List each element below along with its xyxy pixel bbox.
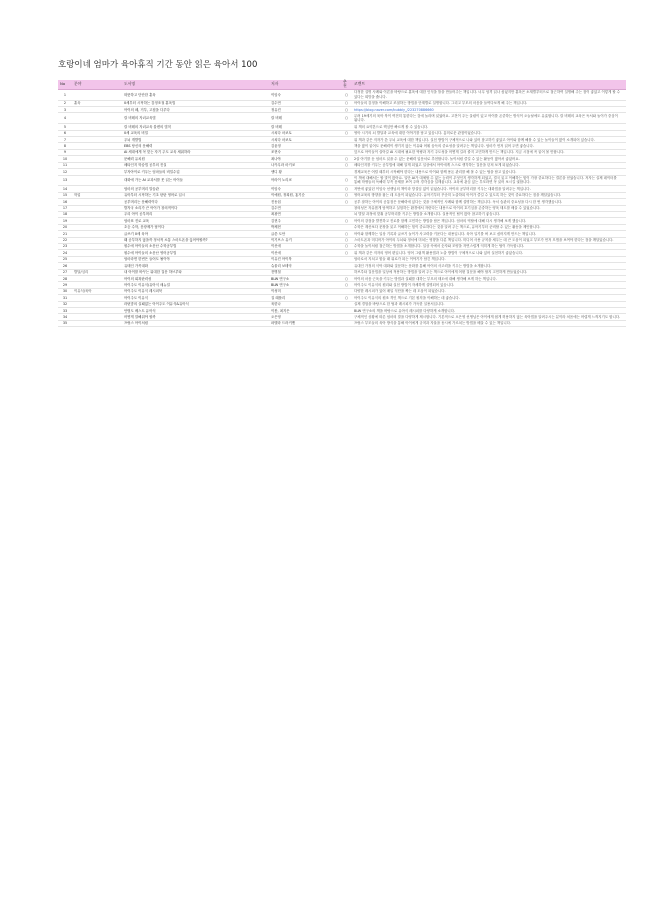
- row-number: 8: [58, 143, 72, 149]
- book-title: 안범도 베스트 유아식: [122, 308, 269, 314]
- table-body: [58, 89, 626, 326]
- row-number: 14: [58, 186, 72, 192]
- book-comment: 아이의 마음 근육을 키우는 방법과 실패를 대하는 부모의 태도에 대해 생각해 보게 하는 책입니다.: [352, 276, 626, 282]
- header-title: 도서명: [122, 80, 269, 89]
- book-comment: 위 책과 같은 저자가 쓴 우뇌 교육에 대한 책입니다. 실천 방법이 구체적으로 나와 있어 참고하기 좋았고 아이와 함께 해볼 수 있는 놀이들이 많이 소개되어 있습니다.: [352, 137, 626, 143]
- book-author: 최나야: [269, 156, 341, 162]
- header-comment: 코멘트: [352, 80, 626, 89]
- row-number: 25: [58, 256, 72, 262]
- row-number: 22: [58, 237, 72, 243]
- book-table: [58, 80, 626, 327]
- row-number: 26: [58, 263, 72, 269]
- book-author: BLW 연구소: [269, 276, 341, 282]
- book-title: 부자아이로 키우는 엄마들의 비밀수업: [122, 169, 269, 175]
- book-comment: 앞으로 아이들이 살아갈 AI 시대에 필요한 역량과 자기 주도성을 어떻게 길러 줄지 고민하게 만드는 책입니다. 지금 시점에 꼭 읽어 볼 만합니다.: [352, 149, 626, 155]
- book-comment: 유대인 가정의 식탁 대화와 질문하는 문화를 통해 아이의 사고력을 키우는 방법을 소개합니다.: [352, 263, 626, 269]
- book-title: 문해력 유치원: [122, 156, 269, 162]
- book-title: 엄마라면 한번은 들어도 될이야: [122, 256, 269, 262]
- book-comment: 공부 잘하는 아이의 공통점은 문해력에 있다는 것을 구체적인 사례와 함께 설명하는 책입니다. 독서 습관의 중요성을 다시 한 번 생각했습니다.: [352, 199, 626, 205]
- recommend-mark: ○: [341, 113, 352, 124]
- book-author: 정유진: [269, 107, 341, 113]
- book-comment: 아이들의 감정을 이해하고 조절하는 방법을 단계별로 설명합니다. 그리고 부모의 마음을 들여다보게 해 주는 책입니다.: [352, 100, 626, 106]
- comment-link[interactable]: https://blog.naver.com/bubbly_/223270886660: [354, 107, 434, 112]
- recommend-mark: ○: [341, 218, 352, 224]
- book-comment: 실제 경험을 바탕으로 한 팁과 레시피가 가득한 실용서입니다.: [352, 301, 626, 307]
- recommend-mark: ○: [341, 199, 352, 205]
- row-number: 10: [58, 156, 72, 162]
- book-author: 김수연: [269, 205, 341, 211]
- book-title: AI 세대에게 꼭 맞는 자기 주도 교육 세워하라: [122, 149, 269, 155]
- header-row: [58, 80, 626, 89]
- book-author: 오은영: [269, 314, 341, 320]
- book-comment: BLW 연구소의 책을 바탕으로 유아식 레시피를 다양하게 소개합니다.: [352, 308, 626, 314]
- row-number: 23: [58, 243, 72, 249]
- book-title: 아이주도 이유식/유아식 매뉴얼: [122, 282, 269, 288]
- book-comment: 창의성은 자유롭게 탐색하고 실험하는 환경에서 자란다는 내용으로 아이의 호기심을 존중하는 양육 태도를 배울 수 있었습니다.: [352, 205, 626, 211]
- row-number: 33: [58, 308, 72, 314]
- book-comment: 책을 많이 읽어도 문해력이 생기지 않는 이유와 어휘 습득의 중요성을 알려주는 책입니다. 엄마가 먼저 읽어 두면 좋습니다.: [352, 143, 626, 149]
- book-author: 이봉, 최지은: [269, 308, 341, 314]
- book-author: 조현숙: [269, 149, 341, 155]
- book-author: 이예원, 정희원, 홍기순: [269, 192, 341, 198]
- book-author: 파멜라 드러커맨: [269, 320, 341, 326]
- row-category: [72, 89, 122, 100]
- book-title: 아이주도 이유식 레시피북: [122, 288, 269, 294]
- book-title: 엄마의 공부머리 말습관: [122, 186, 269, 192]
- book-title: 따뜻하고 단단한 훈육: [122, 89, 269, 100]
- book-author: 이성미: [269, 288, 341, 294]
- book-title: 아이의 회복탄력성: [122, 276, 269, 282]
- row-number: 4: [58, 113, 72, 124]
- recommend-mark: ○: [341, 237, 352, 243]
- book-author: 시치다 마코토: [269, 130, 341, 136]
- book-title: 아이의 떼, 거부, 고집을 다루다: [122, 107, 269, 113]
- row-category: [72, 175, 122, 186]
- book-author: 육한나: [269, 301, 341, 307]
- book-title: 발자국 소리가 큰 아이가 창의적이다: [122, 205, 269, 211]
- book-author: 박제현: [269, 224, 341, 230]
- row-number: 28: [58, 276, 72, 282]
- header-no: No: [58, 80, 72, 89]
- recommend-mark: ○: [341, 89, 352, 100]
- table-row: [58, 320, 626, 326]
- book-comment: 엄마로서 지치고 힘들 때 위로가 되는 이야기가 담긴 책입니다.: [352, 256, 626, 262]
- row-number: 29: [58, 282, 72, 288]
- book-title: 왜 공부하지 않을까 정서적 소통 스마트폰을 끊어야할까?: [122, 237, 269, 243]
- book-comment: 스마트폰과 미디어가 아이의 두뇌와 정서에 미치는 영향을 다룬 책입니다. 미디어 사용 규칙을 세우는 데 큰 도움이 되었고 부모가 먼저 모범을 보여야 한다는 점을 깨달았습니다.: [352, 237, 626, 243]
- book-title: 프랑스 아이처럼: [122, 320, 269, 326]
- book-comment: 다양한 레시피가 있어 매일 식단을 짜는 데 도움이 되었습니다.: [352, 288, 626, 294]
- book-title: 유태인 가족대화: [122, 263, 269, 269]
- book-comment: 아이주도 이유식의 원리와 실천 방법이 자세하게 설명되어 있습니다.: [352, 282, 626, 288]
- book-comment: 무려 19세기의 육아 북이 여전히 통한다는 것에 놀라며 읽었어요. 고전이 주는 울림이 있고 아이를 존중하는 방식이 오늘날에도 유효합니다. 칼 비테의 교육은 독서와 놀이가 중심이 됩니다.: [352, 113, 626, 124]
- book-title: 아이주도 이유식: [122, 295, 269, 301]
- row-number: 15: [58, 192, 72, 198]
- header-category: 분야: [72, 80, 122, 89]
- book-author: 김현주: [269, 218, 341, 224]
- row-number: 17: [58, 205, 72, 211]
- row-number: 7: [58, 137, 72, 143]
- book-author: 이임숙: [269, 186, 341, 192]
- book-title: 엄마표 진로 교육: [122, 218, 269, 224]
- row-number: 21: [58, 231, 72, 237]
- header-recommend: 추천: [341, 80, 352, 89]
- book-author: 이신애: [269, 250, 341, 256]
- book-comment: 수학을 놀이처럼 접근하는 방법을 소개합니다. 일상 속에서 숫자와 모양을 자연스럽게 익히게 하는 팁이 가득합니다.: [352, 243, 626, 249]
- book-title: 0세부터 시작하는 감정조절 훈육법: [122, 100, 269, 106]
- book-comment: 다정한 설명 사례와 이론을 바탕으로 훈육에 대한 인식을 틀을 만들어주는 책입니다. 너무 엄격 읽나 싶었지만 훈육은 소재별부터으로 접근하여 설명해 주는 점이 좋았고 이렇게 할 수 있다는 희망을 줍니다.: [352, 89, 626, 100]
- recommend-mark: ○: [341, 175, 352, 186]
- book-title: 칼 비테의 자녀교육법: [122, 113, 269, 124]
- book-comment: 뇌 발달 과정에 맞춰 공부머리를 키우는 방법을 소개합니다. 실용적인 팁이 많아 참고하기 좋습니다.: [352, 211, 626, 217]
- book-title: 칼 비테의 자녀교육 불변의 법칙: [122, 124, 269, 130]
- row-number: 11: [58, 162, 72, 168]
- book-author: 아라이 노리코: [269, 175, 341, 186]
- row-number: 12: [58, 169, 72, 175]
- book-comment: 메타인지를 키우는 공부법에 대해 알게 되었고 일상에서 아이에게 스스로 생각하는 질문을 던져 보게 되었습니다.: [352, 162, 626, 168]
- book-author: 이신애: [269, 243, 341, 249]
- book-comment: 아이와 함께하는 일상 기록과 글쓰기 놀이가 사고력을 키운다는 내용입니다. 육아 일기를 써 보고 싶어지게 만드는 책입니다.: [352, 231, 626, 237]
- header-author: 저자: [269, 80, 341, 89]
- book-author: 슈물리 보테악: [269, 263, 341, 269]
- recommend-mark: ○: [341, 107, 352, 113]
- book-comment: 저번에 좋았던 이임숙 선생님의 책이라 망설임 없이 읽었습니다. 아이의 공부머리를 키우는 대화법을 알려주는 책입니다.: [352, 186, 626, 192]
- book-author: 이임숙: [269, 89, 341, 100]
- book-title: 우뇌 개발법: [122, 137, 269, 143]
- book-comment: 아이주도 이유식의 원조 격인 책으로 기본 원칙을 이해하는 데 좋습니다.: [352, 295, 626, 301]
- book-author: 이기브스 유키: [269, 237, 341, 243]
- recommend-mark: ○: [341, 295, 352, 301]
- book-comment: 위 책과 같은 저자의 영어 편입니다. 영어 그림책 활용법과 노출 방법이 구체적으로 나와 있어 실천하기 좋았습니다.: [352, 250, 626, 256]
- book-title: 대화에 가는 AI 교과서를 못 읽는 아이들: [122, 175, 269, 186]
- book-comment: 경제교육은 어릴 때부터 시작해야 한다는 내용으로 아이와 함께 용돈 관리를 해 볼 수 있는 팁을 담고 있습니다.: [352, 169, 626, 175]
- table-row: [58, 175, 626, 186]
- row-number: 30: [58, 288, 72, 294]
- book-author: BLW 연구소: [269, 282, 341, 288]
- book-author: 김윤정: [269, 143, 341, 149]
- recommend-mark: ○: [341, 243, 352, 249]
- row-number: 2: [58, 100, 72, 106]
- recommend-mark: ○: [341, 192, 352, 198]
- book-author: 진동섭: [269, 199, 341, 205]
- table-row: [58, 113, 626, 124]
- row-category: [72, 320, 122, 326]
- recommend-mark: ○: [341, 282, 352, 288]
- row-number: 5: [58, 124, 72, 130]
- row-number: 1: [58, 89, 72, 100]
- book-comment: 위 책의 요약본으로 핵심만 빠르게 볼 수 있습니다.: [352, 124, 626, 130]
- recommend-mark: ○: [341, 231, 352, 237]
- recommend-mark: [341, 320, 352, 326]
- row-number: 6: [58, 130, 72, 136]
- book-author: 칼 비테: [269, 113, 341, 124]
- book-comment: 하브루타 질문법을 일상에 적용하는 방법을 알려 주는 책으로 아이에게 어떤 질문을 해야 할지 고민하게 만들었습니다.: [352, 269, 626, 275]
- book-author: 나카무라 마키코: [269, 162, 341, 168]
- book-comment: 영어교육의 방향을 잡는 데 도움이 되었습니다. 유아기부터 꾸준히 노출하되 아이가 즐길 수 있도록 하는 것이 중요하다는 점을 깨달았습니다.: [352, 192, 626, 198]
- row-number: 32: [58, 301, 72, 307]
- book-title: 원수에 아이들의 소문난 영어공부법: [122, 250, 269, 256]
- book-author: 질 래플리: [269, 295, 341, 301]
- book-title: 원수에 아이들의 소문난 수학공부법: [122, 243, 269, 249]
- row-number: 24: [58, 250, 72, 256]
- row-category: [72, 113, 122, 124]
- book-comment: 이 책에 대해서는 할 말이 많아요. 일단 AI가 대체할 수 없는 능력이 무엇인지 생각하게 되었고, 결국 읽고 이해하는 힘이 가장 중요하다는 결론을 얻었습니다. 저자는 실제 데이터를 통해 학생들의 독해력 부족 문제를 보여 주며 경각심을 일깨웁니다. 교육에 관심 있는 부모라면 꼭 읽어 보시길 권합니다.: [352, 175, 626, 186]
- book-author: 김수연: [269, 100, 341, 106]
- book-comment: 아이의 강점을 발견하고 진로를 함께 고민하는 방법을 담은 책입니다. 엄마의 역할에 대해 다시 생각해 보게 했습니다.: [352, 218, 626, 224]
- book-comment: 수학은 계산보다 문장을 읽고 이해하는 힘이 중요하다는 것을 알려 주는 책으로, 유아기부터 준비할 수 있는 활동을 제안합니다.: [352, 224, 626, 230]
- page-title: 호랑이네 엄마가 육아휴직 기간 동안 읽은 육아서 100: [58, 60, 258, 70]
- row-number: 34: [58, 314, 72, 320]
- book-title: 라틴맘의 실패없는 아이주도 이유식&유아식: [122, 301, 269, 307]
- book-comment: 영아 시기의 뇌 발달과 교육에 대한 이야기를 담고 있습니다. 흥미로운 관점이었습니다.: [352, 130, 626, 136]
- row-number: 19: [58, 218, 72, 224]
- row-number: 13: [58, 175, 72, 186]
- book-author: 전병철: [269, 269, 341, 275]
- row-number: 18: [58, 211, 72, 217]
- book-title: 글쓰기 0세 육아: [122, 231, 269, 237]
- book-author: 이유진 아이북: [269, 256, 341, 262]
- recommend-mark: ○: [341, 162, 352, 168]
- row-category: 학업: [72, 192, 122, 198]
- book-comment: 프랑스 부모들의 육아 방식을 통해 아이에게 규칙과 자율을 동시에 가르치는 방법을 배울 수 있는 책입니다.: [352, 320, 626, 326]
- row-number: 3: [58, 107, 72, 113]
- book-author: 앤디 황: [269, 169, 341, 175]
- row-number: 35: [58, 320, 72, 326]
- recommend-mark: ○: [341, 276, 352, 282]
- book-title: 내 아이를 바꾸는 위대한 질문 하브루타: [122, 269, 269, 275]
- recommend-mark: ○: [341, 100, 352, 106]
- row-category: 이유식/육아: [72, 288, 122, 294]
- book-author: 최광연: [269, 211, 341, 217]
- book-title: 유아부터 시작하는 기초 탄탄 영어로 입시: [122, 192, 269, 198]
- row-category: 훈육: [72, 100, 122, 106]
- row-category: 발달/심리: [72, 269, 122, 275]
- book-comment: 2살 아기를 둔 엄마도 읽을 수 있는 문해력 입문서로 추천합니다. 놀이처럼 즐길 수 있는 활동이 많아서 좋았어요.: [352, 156, 626, 162]
- recommend-mark: ○: [341, 186, 352, 192]
- book-title: 어떻게 말해줘야 할까: [122, 314, 269, 320]
- recommend-mark: ○: [341, 130, 352, 136]
- book-author: 시치다 마코토: [269, 137, 341, 143]
- row-number: 27: [58, 269, 72, 275]
- book-title: 공부머리는 문해력이다: [122, 199, 269, 205]
- recommend-mark: ○: [341, 156, 352, 162]
- table-row: [58, 89, 626, 100]
- book-title: 메타인지 학습법 공부의 진실: [122, 162, 269, 168]
- book-comment: 구체적인 상황에 따른 엄마의 말을 다양하게 제시합니다. 기본적으로 오은영 선생님은 아이에게 쉽게 허용하지 않는 육아법을 알려주시는 분이라 처음에는 어렵게 느껴지기도 합니다.: [352, 314, 626, 320]
- recommend-mark: ○: [341, 250, 352, 256]
- row-number: 9: [58, 149, 72, 155]
- book-title: EBS 당신의 문해력: [122, 143, 269, 149]
- book-title: 0세 교육의 비밀: [122, 130, 269, 136]
- row-number: 20: [58, 224, 72, 230]
- book-author: 글쓴 도안: [269, 231, 341, 237]
- row-number: 16: [58, 199, 72, 205]
- book-title: 우리 아이 공부머리: [122, 211, 269, 217]
- row-number: 31: [58, 295, 72, 301]
- book-title: 초등 수학, 문장제가 답이다: [122, 224, 269, 230]
- book-author: 칼 비테: [269, 124, 341, 130]
